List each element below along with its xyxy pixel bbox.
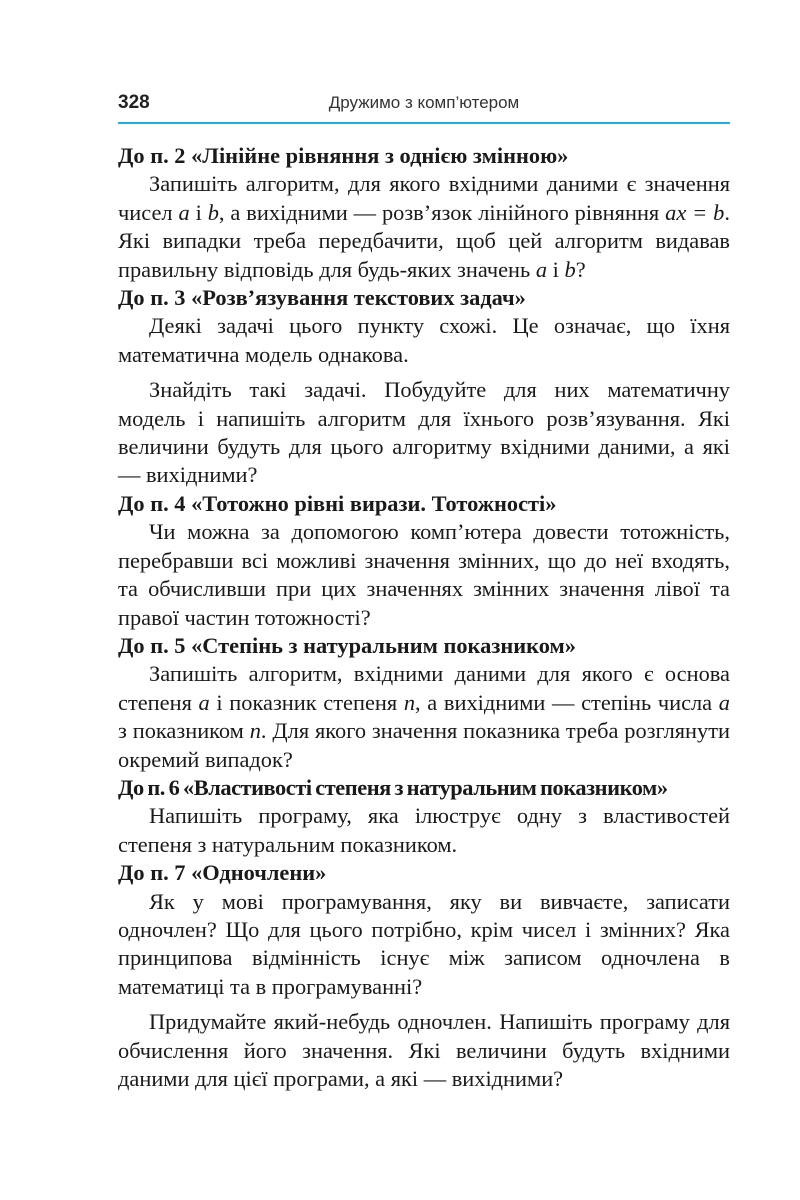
paragraph <box>118 170 730 284</box>
text-run: , а вихідними — степінь числа <box>415 689 719 715</box>
text-run: . Для якого значення показника треба розглянути окремий випадок? <box>118 718 730 772</box>
paragraph <box>118 660 730 774</box>
section-heading: До п. 5 «Степінь з натуральним показником» <box>118 632 576 658</box>
text-run: і <box>547 256 565 282</box>
text-run: . Які випадки треба передбачити, щоб цей алгоритм видавав правильну відповідь для будь-яких значень <box>118 199 730 282</box>
paragraph: Знайдіть такі задачі. Побудуйте для них математичну модель і напишіть алгоритм для їхнього розв’язування. Які величини будуть для цього алгоритму вхідними даними, а які — вихідними? <box>118 377 730 488</box>
math-variable: n <box>403 689 416 715</box>
paragraph: Чи можна за допомогою комп’ютера довести тотожність, перебравши всі можливі значення змінних, що до неї входять, та обчисливши при цих значеннях змінних значення лівої та правої частин тотожності? <box>118 519 730 630</box>
section-heading: До п. 4 «Тотожно рівні вирази. Тотожності» <box>118 490 557 516</box>
section-heading: До п. 7 «Одночлени» <box>118 860 327 886</box>
text-run: Запишіть алгоритм, для якого вхідними даними є значення чисел <box>118 171 730 225</box>
text-run: з показником <box>118 718 250 744</box>
math-variable: a <box>718 689 730 715</box>
page-content <box>118 142 730 1093</box>
paragraph: Придумайте який-небудь одночлен. Напишіть програму для обчислення його значення. Які величини будуть вхідними даними для цієї програми, а які — вихідними? <box>118 1009 730 1091</box>
paragraph: Деякі задачі цього пункту схожі. Це означає, що їхня математична модель однакова. <box>118 313 730 367</box>
section-heading: До п. 6 «Властивості степеня з натуральним показником» <box>118 774 668 800</box>
text-run: Запишіть алгоритм, вхідними даними для якого є основа степеня <box>118 661 730 715</box>
text-run: ? <box>575 256 586 282</box>
paragraph: Як у мові програмування, яку ви вивчаєте, записати одночлен? Що для цього потрібно, крім чисел і змінних? Яка принципова відмінність існує між записом одночлена в математиці та в програмуванні? <box>118 888 730 999</box>
math-variable: b <box>207 199 219 225</box>
math-variable: a <box>535 256 548 282</box>
math-equation: ax = b <box>665 199 725 225</box>
text-run: , а вихідними — розв’язок лінійного рівняння <box>218 199 666 225</box>
page-number: 328 <box>118 92 150 113</box>
math-variable: a <box>178 199 190 225</box>
math-variable: n <box>249 718 261 744</box>
text-run: і <box>189 199 208 225</box>
paragraph: Напишіть програму, яка ілюструє одну з властивостей степеня з натуральним показником. <box>118 803 730 857</box>
text-run: і показник степеня <box>209 689 404 715</box>
section-heading: До п. 2 «Лінійне рівняння з однією змінною» <box>118 143 569 168</box>
page-header <box>118 92 730 120</box>
section-heading: До п. 3 «Розв’язування текстових задач» <box>118 285 526 311</box>
running-title: Дружимо з комп’ютером <box>328 93 520 112</box>
math-variable: a <box>198 689 210 715</box>
math-variable: b <box>564 256 576 282</box>
header-rule <box>118 122 730 124</box>
